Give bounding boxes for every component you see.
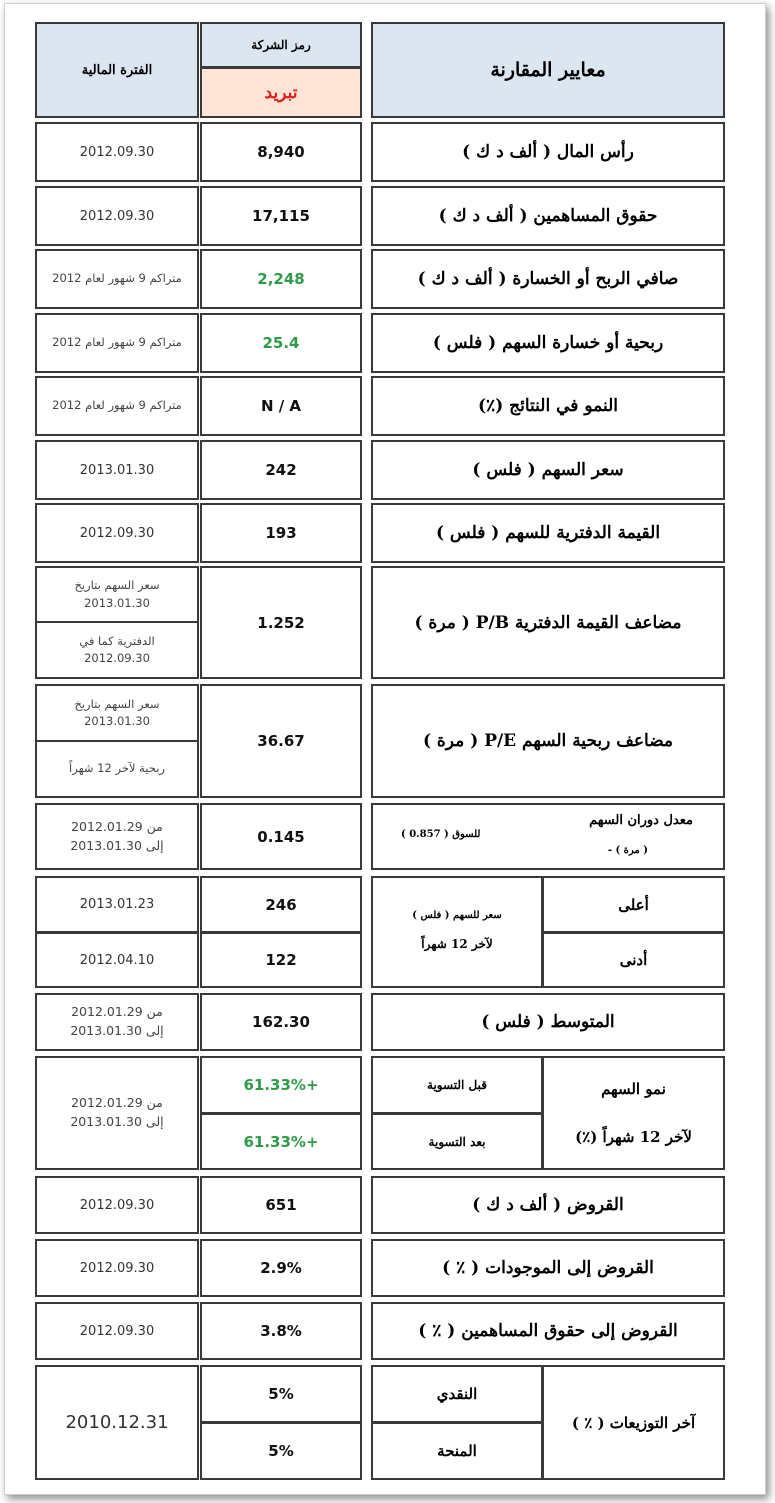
stock-growth-before-value-cell: [200, 1056, 362, 1114]
stock-growth-after-label-cell: [371, 1113, 543, 1170]
pb-label: مضاعف القيمة الدفترية P/B ( مرة ): [414, 612, 682, 633]
header-criteria-cell: [371, 22, 725, 118]
loans-assets-value: 2.9%: [260, 1259, 302, 1277]
pb-value-cell: [200, 566, 362, 679]
loans-equity-label: القروض إلى حقوق المساهمين ( ٪ ): [418, 1321, 678, 1341]
capital-value-cell: [200, 122, 362, 182]
stock-growth-label-line1: نمو السهم: [601, 1080, 666, 1098]
header-symbol-label: رمز الشركة: [251, 38, 311, 52]
net-profit-period: متراكم 9 شهور لعام 2012: [52, 271, 182, 286]
loans-assets-label: القروض إلى الموجودات ( ٪ ): [442, 1258, 654, 1278]
capital-period-cell: [35, 122, 199, 182]
average-label: المتوسط ( فلس ): [481, 1012, 615, 1032]
low-value-cell: [200, 932, 362, 988]
header-period-cell: [35, 22, 199, 118]
loans-label-cell: [371, 1176, 725, 1234]
high-low-mid-cell: [371, 876, 543, 988]
low-label-cell: [542, 932, 725, 988]
growth-period: متراكم 9 شهور لعام 2012: [52, 398, 182, 413]
price-value-cell: [200, 440, 362, 500]
pb-label-cell: [371, 566, 725, 679]
low-label: أدنى: [619, 951, 648, 969]
turnover-period-cell: [35, 803, 199, 870]
equity-period-cell: [35, 186, 199, 246]
low-period: 2012.04.10: [79, 952, 155, 968]
pe-period-cell: [35, 684, 199, 798]
high-period: 2013.01.23: [79, 897, 155, 912]
pe-period-top-line1: سعر السهم بتاريخ: [74, 696, 160, 711]
pb-period-cell: [35, 566, 199, 679]
net-profit-label: صافي الربح أو الخسارة ( ألف د ك ): [417, 269, 679, 289]
loans-assets-value-cell: [200, 1239, 362, 1297]
equity-value-cell: [200, 186, 362, 246]
pb-period-bottom-line2: 2012.09.30: [84, 651, 150, 665]
average-period-line2: إلى 2013.01.30: [70, 1023, 164, 1038]
turnover-label-line3: للسوق ( 0.857 ): [401, 829, 481, 840]
pe-period-top-line2: 2013.01.30: [84, 714, 150, 728]
low-value: 122: [265, 951, 297, 969]
stock-growth-after-label: بعد التسوية: [428, 1134, 486, 1149]
price-period-cell: [35, 440, 199, 500]
pe-label-cell: [371, 684, 725, 798]
header-symbol-value-cell: [200, 67, 362, 118]
high-label-cell: [542, 876, 725, 933]
book-value-period-cell: [35, 503, 199, 563]
pe-value-cell: [200, 684, 362, 798]
loans-assets-period: 2012.09.30: [79, 1260, 155, 1276]
dividends-bonus-value: 5%: [268, 1442, 294, 1460]
eps-label-cell: [371, 313, 725, 373]
pe-period-bottom-text: ربحية لآخر 12 شهراً: [69, 761, 165, 776]
turnover-label-line1: معدل دوران السهم: [589, 813, 693, 828]
loans-equity-value-cell: [200, 1302, 362, 1360]
growth-value: N / A: [260, 397, 302, 415]
dividends-period-cell: [35, 1365, 199, 1480]
pb-period-top-line1: سعر السهم بتاريخ: [74, 578, 160, 593]
stock-growth-after-value: 61.33%+: [243, 1132, 319, 1151]
book-value-period: 2012.09.30: [79, 525, 155, 541]
price-period: 2013.01.30: [79, 462, 155, 478]
header-criteria-label: معايير المقارنة: [490, 59, 606, 81]
pb-period-top: [37, 568, 197, 623]
net-profit-label-cell: [371, 249, 725, 309]
average-period-line1: من 2012.01.29: [71, 1004, 163, 1020]
average-period-cell: [35, 993, 199, 1051]
eps-period: متراكم 9 شهور لعام 2012: [52, 335, 182, 350]
loans-period: 2012.09.30: [79, 1197, 155, 1213]
pb-period-bottom-line1: الدفترية كما في: [79, 633, 155, 648]
net-profit-value: 2,248: [257, 270, 305, 288]
dividends-label: آخر التوزيعات ( ٪ ): [571, 1413, 696, 1432]
dividends-bonus-label-cell: [371, 1422, 543, 1480]
growth-value-cell: [200, 376, 362, 436]
loans-assets-period-cell: [35, 1239, 199, 1297]
eps-period-cell: [35, 313, 199, 373]
loans-value-cell: [200, 1176, 362, 1234]
loans-value: 651: [265, 1196, 297, 1214]
loans-label: القروض ( ألف د ك ): [472, 1195, 624, 1215]
eps-value: 25.4: [262, 334, 300, 352]
turnover-label-line2: ( مرة ) -: [607, 845, 648, 856]
stock-growth-label-line2: لآخر 12 شهراً (٪): [575, 1128, 692, 1146]
stock-growth-before-label-cell: [371, 1056, 543, 1114]
capital-label-cell: [371, 122, 725, 182]
stock-growth-period-line1: من 2012.01.29: [71, 1095, 163, 1111]
header-symbol-value: تبريد: [264, 82, 298, 103]
eps-value-cell: [200, 313, 362, 373]
turnover-value: 0.145: [257, 827, 305, 846]
high-low-mid-line1: سعر للسهم ( فلس ): [412, 910, 502, 922]
header-period-label: الفترة المالية: [81, 62, 153, 78]
pe-period-top: [37, 686, 197, 742]
loans-assets-label-cell: [371, 1239, 725, 1297]
high-low-mid-line2: لآخر 12 شهراً: [421, 937, 493, 952]
pb-period-bottom: [37, 623, 197, 677]
low-period-cell: [35, 932, 199, 988]
book-value-label: القيمة الدفترية للسهم ( فلس ): [435, 523, 661, 543]
dividends-label-cell: [542, 1365, 725, 1480]
high-label: أعلى: [618, 895, 649, 914]
equity-label-cell: [371, 186, 725, 246]
pe-period-bottom: [37, 742, 197, 796]
stock-growth-label-cell: [542, 1056, 725, 1170]
stock-growth-after-value-cell: [200, 1113, 362, 1170]
book-value-value-cell: [200, 503, 362, 563]
turnover-label-cell: [371, 803, 725, 870]
pb-period-top-line2: 2013.01.30: [84, 595, 150, 610]
loans-equity-label-cell: [371, 1302, 725, 1360]
pe-label: مضاعف ربحية السهم P/E ( مرة ): [422, 731, 674, 751]
capital-value: 8,940: [257, 143, 305, 161]
dividends-cash-value-cell: [200, 1365, 362, 1423]
dividends-period: 2010.12.31: [65, 1412, 169, 1433]
capital-label: رأس المال ( ألف د ك ): [462, 142, 634, 162]
high-value: 246: [265, 895, 297, 914]
loans-period-cell: [35, 1176, 199, 1234]
dividends-cash-label: النقدي: [436, 1385, 478, 1403]
loans-equity-period-cell: [35, 1302, 199, 1360]
high-value-cell: [200, 876, 362, 933]
stock-growth-period-cell: [35, 1056, 199, 1170]
net-profit-period-cell: [35, 249, 199, 309]
turnover-period-line2: إلى 2013.01.30: [70, 837, 164, 853]
average-value: 162.30: [252, 1013, 310, 1031]
turnover-value-cell: [200, 803, 362, 870]
stock-growth-period-line2: إلى 2013.01.30: [70, 1114, 164, 1129]
stock-growth-before-value: 61.33%+: [243, 1076, 319, 1094]
loans-equity-value: 3.8%: [260, 1322, 302, 1340]
price-value: 242: [265, 461, 297, 479]
equity-value: 17,115: [252, 207, 310, 225]
high-period-cell: [35, 876, 199, 933]
dividends-cash-label-cell: [371, 1365, 543, 1423]
dividends-bonus-label: المنحة: [437, 1442, 477, 1460]
pb-value: 1.252: [257, 613, 305, 632]
header-symbol-cell: [200, 22, 362, 68]
capital-period: 2012.09.30: [79, 144, 155, 160]
average-value-cell: [200, 993, 362, 1051]
growth-label: النمو في النتائج (٪): [478, 396, 618, 416]
pe-value: 36.67: [257, 732, 305, 750]
equity-label: حقوق المساهمين ( ألف د ك ): [438, 206, 658, 226]
net-profit-value-cell: [200, 249, 362, 309]
loans-equity-period: 2012.09.30: [79, 1323, 155, 1339]
eps-label: ربحية أو خسارة السهم ( فلس ): [432, 333, 664, 353]
dividends-cash-value: 5%: [268, 1385, 294, 1403]
price-label: سعر السهم ( فلس ): [472, 460, 624, 480]
price-label-cell: [371, 440, 725, 500]
book-value-label-cell: [371, 503, 725, 563]
growth-period-cell: [35, 376, 199, 436]
dividends-bonus-value-cell: [200, 1422, 362, 1480]
book-value-value: 193: [265, 524, 297, 542]
stock-growth-before-label: قبل التسوية: [427, 1078, 487, 1092]
average-label-cell: [371, 993, 725, 1051]
growth-label-cell: [371, 376, 725, 436]
turnover-period-line1: من 2012.01.29: [71, 818, 163, 834]
equity-period: 2012.09.30: [79, 208, 155, 224]
